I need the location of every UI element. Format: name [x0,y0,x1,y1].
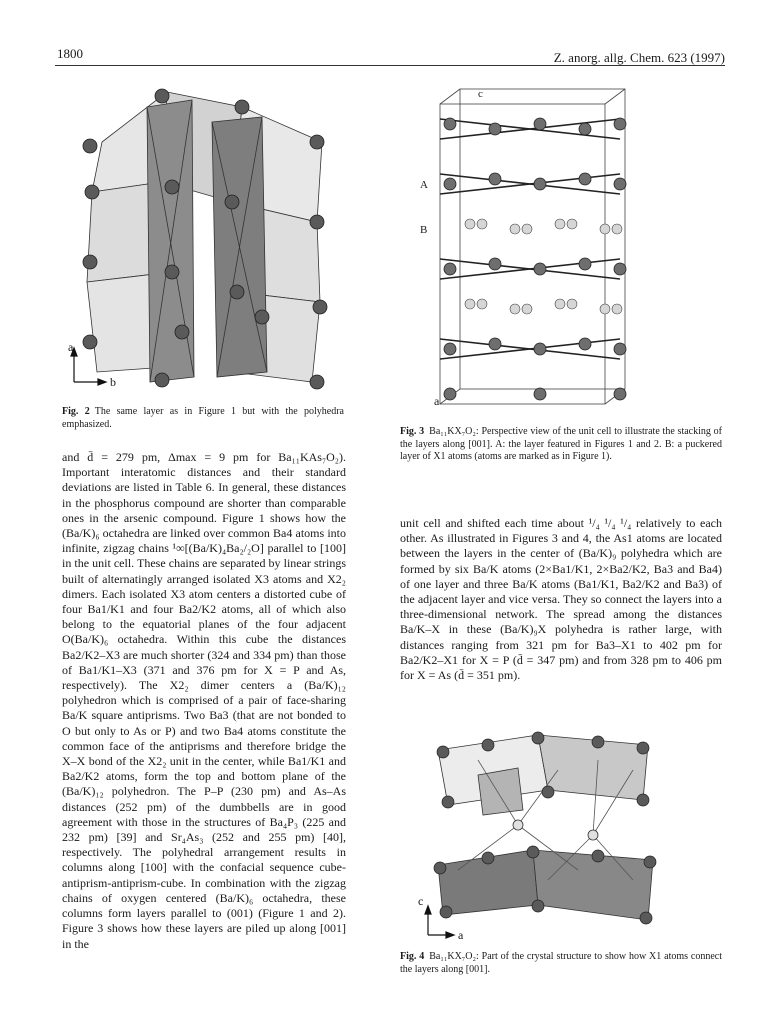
figure-4-axis-c: c [418,894,424,908]
figure-2-axis-a: a [68,340,74,354]
figure-2-caption [62,406,344,431]
figure-3-label-a: A [420,179,428,191]
left-column-paragraph: and d̄ = 279 pm, Δmax = 9 pm for Ba₁₁KAs₇O₂). Important interatomic distances and their standard deviations are listed in Table 6. In general, these distances in the phosphorus compound are shorter than comparable ones in the arsenic compound. Figure 1 shows how the (Ba/K)₆ octahedra are linked over common Ba4 atoms into infinite, zigzag chains ¹∞[(Ba/K)₄Ba₂/₂O] parallel to [100] in the unit cell. These chains are separated by linear strings built of alternatingly arranged isolated X3 atoms and X2₂ dimers. Each isolated X3 atom centers a distorted cube of four Ba1/K1 and four Ba2/K2 atoms, all of which also belong to the equatorial planes of the four adjacent O(Ba/K)₆ octahedra. Within this cube the distances Ba2/K2–X3 are much shorter (324 and 334 pm) than those of Ba1/K1–X3 (371 and 376 pm for X = P and As, respectively). The X2₂ dimer centers a (Ba/K)₁₂ polyhedron which is comprised of a pair of face-sharing Ba/K square antiprisms. Two Ba3 (that are not bonded to O but only to As or P) and two Ba4 atoms constitute the common face of the antiprisms and therefore bridge the X–X bond of the X2₂ unit in the center, while Ba1/K1 and Ba2/K2 atoms, form the top and bottom plane of the (Ba/K)₁₂ polyhedron. The P–P (230 pm) and As–As distances (252 pm) of the dumbbells are in good agreement with those in the structures of Ba₄P₃ (225 and 232 pm) [39] and Sr₄As₃ (252 and 255 pm) [40], respectively. The polyhedral arrangement results in columns along [100] with the confacial sequence cube-antiprism-antiprism-cube. In combination with the zigzag chains of oxygen centered (Ba/K)₆ octahedra, these columns form layers parallel to (001) (Figure 1 and 2). Figure 3 shows how these layers are piled up along [001] in the [62,450,346,951]
figure-3-unit-cell-image [420,84,650,409]
figure-4 [418,730,668,945]
figure-4-caption [400,951,722,976]
figure-2 [62,82,342,394]
figure-4-axis-a: a [458,928,464,942]
figure-4-structure-image [418,730,668,945]
figure-3-axis-a: a [434,394,440,408]
figure-3-axis-c: c [478,88,483,100]
figure-2-axis-b: b [110,375,116,389]
header-rule [55,65,725,66]
figure-2-polyhedra-image [62,82,342,394]
figure-3-caption-text: Ba₁₁KX₇O₂: Perspective view of the unit cell to illustrate the stacking of the layers along [001]. A: the layer featured in Figures 1 and 2. B: a puckered layer of X1 atoms (atoms are marked as in Figure 1). [400,426,722,462]
left-column-text [62,450,346,952]
page-number: 1800 [57,46,83,61]
figure-3-caption [400,426,722,464]
right-column-paragraph: unit cell and shifted each time about ¹/₄ ¹/₄ ¹/₄ relatively to each other. As illustrated in Figures 3 and 4, the As1 atoms are located between the layers in the center of (Ba/K)₉ polyhedra which are formed by six Ba/K atoms (2×Ba1/K1, 2×Ba2/K2, Ba3 and Ba4) of one layer and three Ba/K atoms (Ba1/K1, Ba2/K2 and Ba3) of the adjacent layer and vice versa. They so connect the layers into a three-dimensional network. The spread among the distances Ba/K–X in these (Ba/K)₉X polyhedra is rather large, with distances ranging from 321 pm for Ba3–X1 to 402 pm for Ba2/K2–X1 for X = P (d̄ = 347 pm) and from 328 pm to 406 pm for X = As (d̄ = 351 pm). [400,516,722,683]
figure-4-label: Fig. 4 [400,951,425,962]
right-column-text [400,516,722,683]
figure-2-caption-text: The same layer as in Figure 1 but with the polyhedra emphasized. [62,406,344,430]
figure-2-label: Fig. 2 [62,406,90,417]
figure-3-label: Fig. 3 [400,426,425,437]
journal-reference: Z. anorg. allg. Chem. 623 (1997) [553,50,725,65]
figure-3-label-b: B [420,224,428,236]
figure-4-caption-text: Ba₁₁KX₇O₂: Part of the crystal structure to show how X1 atoms connect the layers along [001]. [400,951,722,975]
figure-3 [420,84,650,409]
